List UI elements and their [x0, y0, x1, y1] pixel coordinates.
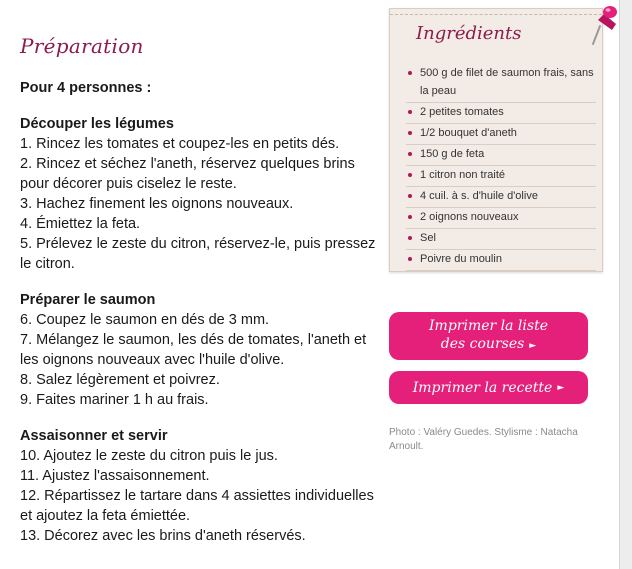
ingredient-item: [406, 145, 596, 166]
ingredient-label: 500 g de filet de saumon frais, sans la peau: [420, 67, 594, 97]
ingredients-title: Ingrédients: [416, 23, 522, 44]
ingredient-item: [406, 187, 596, 208]
servings-label: Pour 4 personnes :: [20, 80, 152, 96]
section-title: Découper les légumes: [20, 116, 174, 132]
ingredient-label: 2 oignons nouveaux: [420, 211, 519, 223]
ingredient-label: 1/2 bouquet d'aneth: [420, 127, 517, 139]
ingredients-list: [406, 64, 596, 271]
pushpin-icon: [590, 2, 620, 46]
ingredient-label: 4 cuil. à s. d'huile d'olive: [420, 190, 538, 202]
step-item: 11. Ajustez l'assaisonnement.: [20, 468, 210, 484]
step-item: 3. Hachez finement les oignons nouveaux.: [20, 196, 294, 212]
print-shopping-list-label-line1: Imprimer la liste: [429, 318, 548, 334]
step-item: 5. Prélevez le zeste du citron, réservez-le, puis pressez le citron.: [20, 236, 376, 272]
step-item: 6. Coupez le saumon en dés de 3 mm.: [20, 312, 270, 328]
ingredient-label: 2 petites tomates: [420, 106, 504, 118]
page-scrollbar-track[interactable]: [619, 0, 632, 569]
print-recipe-label: Imprimer la recette: [412, 379, 553, 396]
section-title: Assaisonner et servir: [20, 428, 168, 444]
preparation-section: [20, 32, 380, 546]
ingredient-item: [406, 103, 596, 124]
triangle-right-icon: ►: [557, 382, 565, 393]
ingredient-item: [406, 64, 596, 103]
step-item: 13. Décorez avec les brins d'aneth réservés.: [20, 528, 306, 544]
print-shopping-list-button[interactable]: [389, 312, 588, 360]
ingredient-label: Sel: [420, 232, 436, 244]
print-shopping-list-label-line2: des courses: [440, 336, 525, 352]
ingredient-label: Poivre du moulin: [420, 253, 502, 265]
step-section-season-serve: [20, 426, 380, 546]
step-item: 10. Ajoutez le zeste du citron puis le jus.: [20, 448, 278, 464]
step-item: 9. Faites mariner 1 h au frais.: [20, 392, 209, 408]
step-item: 2. Rincez et séchez l'aneth, réservez quelques brins pour décorer puis ciselez le reste.: [20, 156, 355, 192]
step-item: 4. Émiettez la feta.: [20, 216, 141, 232]
ingredient-label: 1 citron non traité: [420, 169, 505, 181]
step-item: 8. Salez légèrement et poivrez.: [20, 372, 220, 388]
step-item: 1. Rincez les tomates et coupez-les en petits dés.: [20, 136, 340, 152]
triangle-right-icon: ►: [529, 341, 537, 351]
ingredients-card: [389, 8, 603, 272]
card-perforation: [390, 9, 602, 15]
ingredient-item: [406, 124, 596, 145]
print-recipe-button[interactable]: [389, 371, 588, 404]
ingredient-item: [406, 229, 596, 250]
step-item: 7. Mélangez le saumon, les dés de tomates, l'aneth et les oignons nouveaux avec l'huile d'olive.: [20, 332, 367, 368]
section-title: Préparer le saumon: [20, 292, 156, 308]
ingredient-item: [406, 208, 596, 229]
print-shopping-list-label-line2-wrap: [441, 335, 536, 355]
step-section-prepare-salmon: [20, 290, 380, 410]
preparation-title: Préparation: [20, 34, 144, 58]
ingredient-item: [406, 250, 596, 271]
photo-credit: Photo : Valéry Guedes. Stylisme : Natacha Arnoult.: [389, 427, 578, 452]
step-section-cut-vegetables: [20, 114, 380, 274]
ingredient-item: [406, 166, 596, 187]
ingredient-label: 150 g de feta: [420, 148, 485, 160]
step-item: 12. Répartissez le tartare dans 4 assiettes individuelles et ajoutez la feta émiettée.: [20, 488, 374, 524]
